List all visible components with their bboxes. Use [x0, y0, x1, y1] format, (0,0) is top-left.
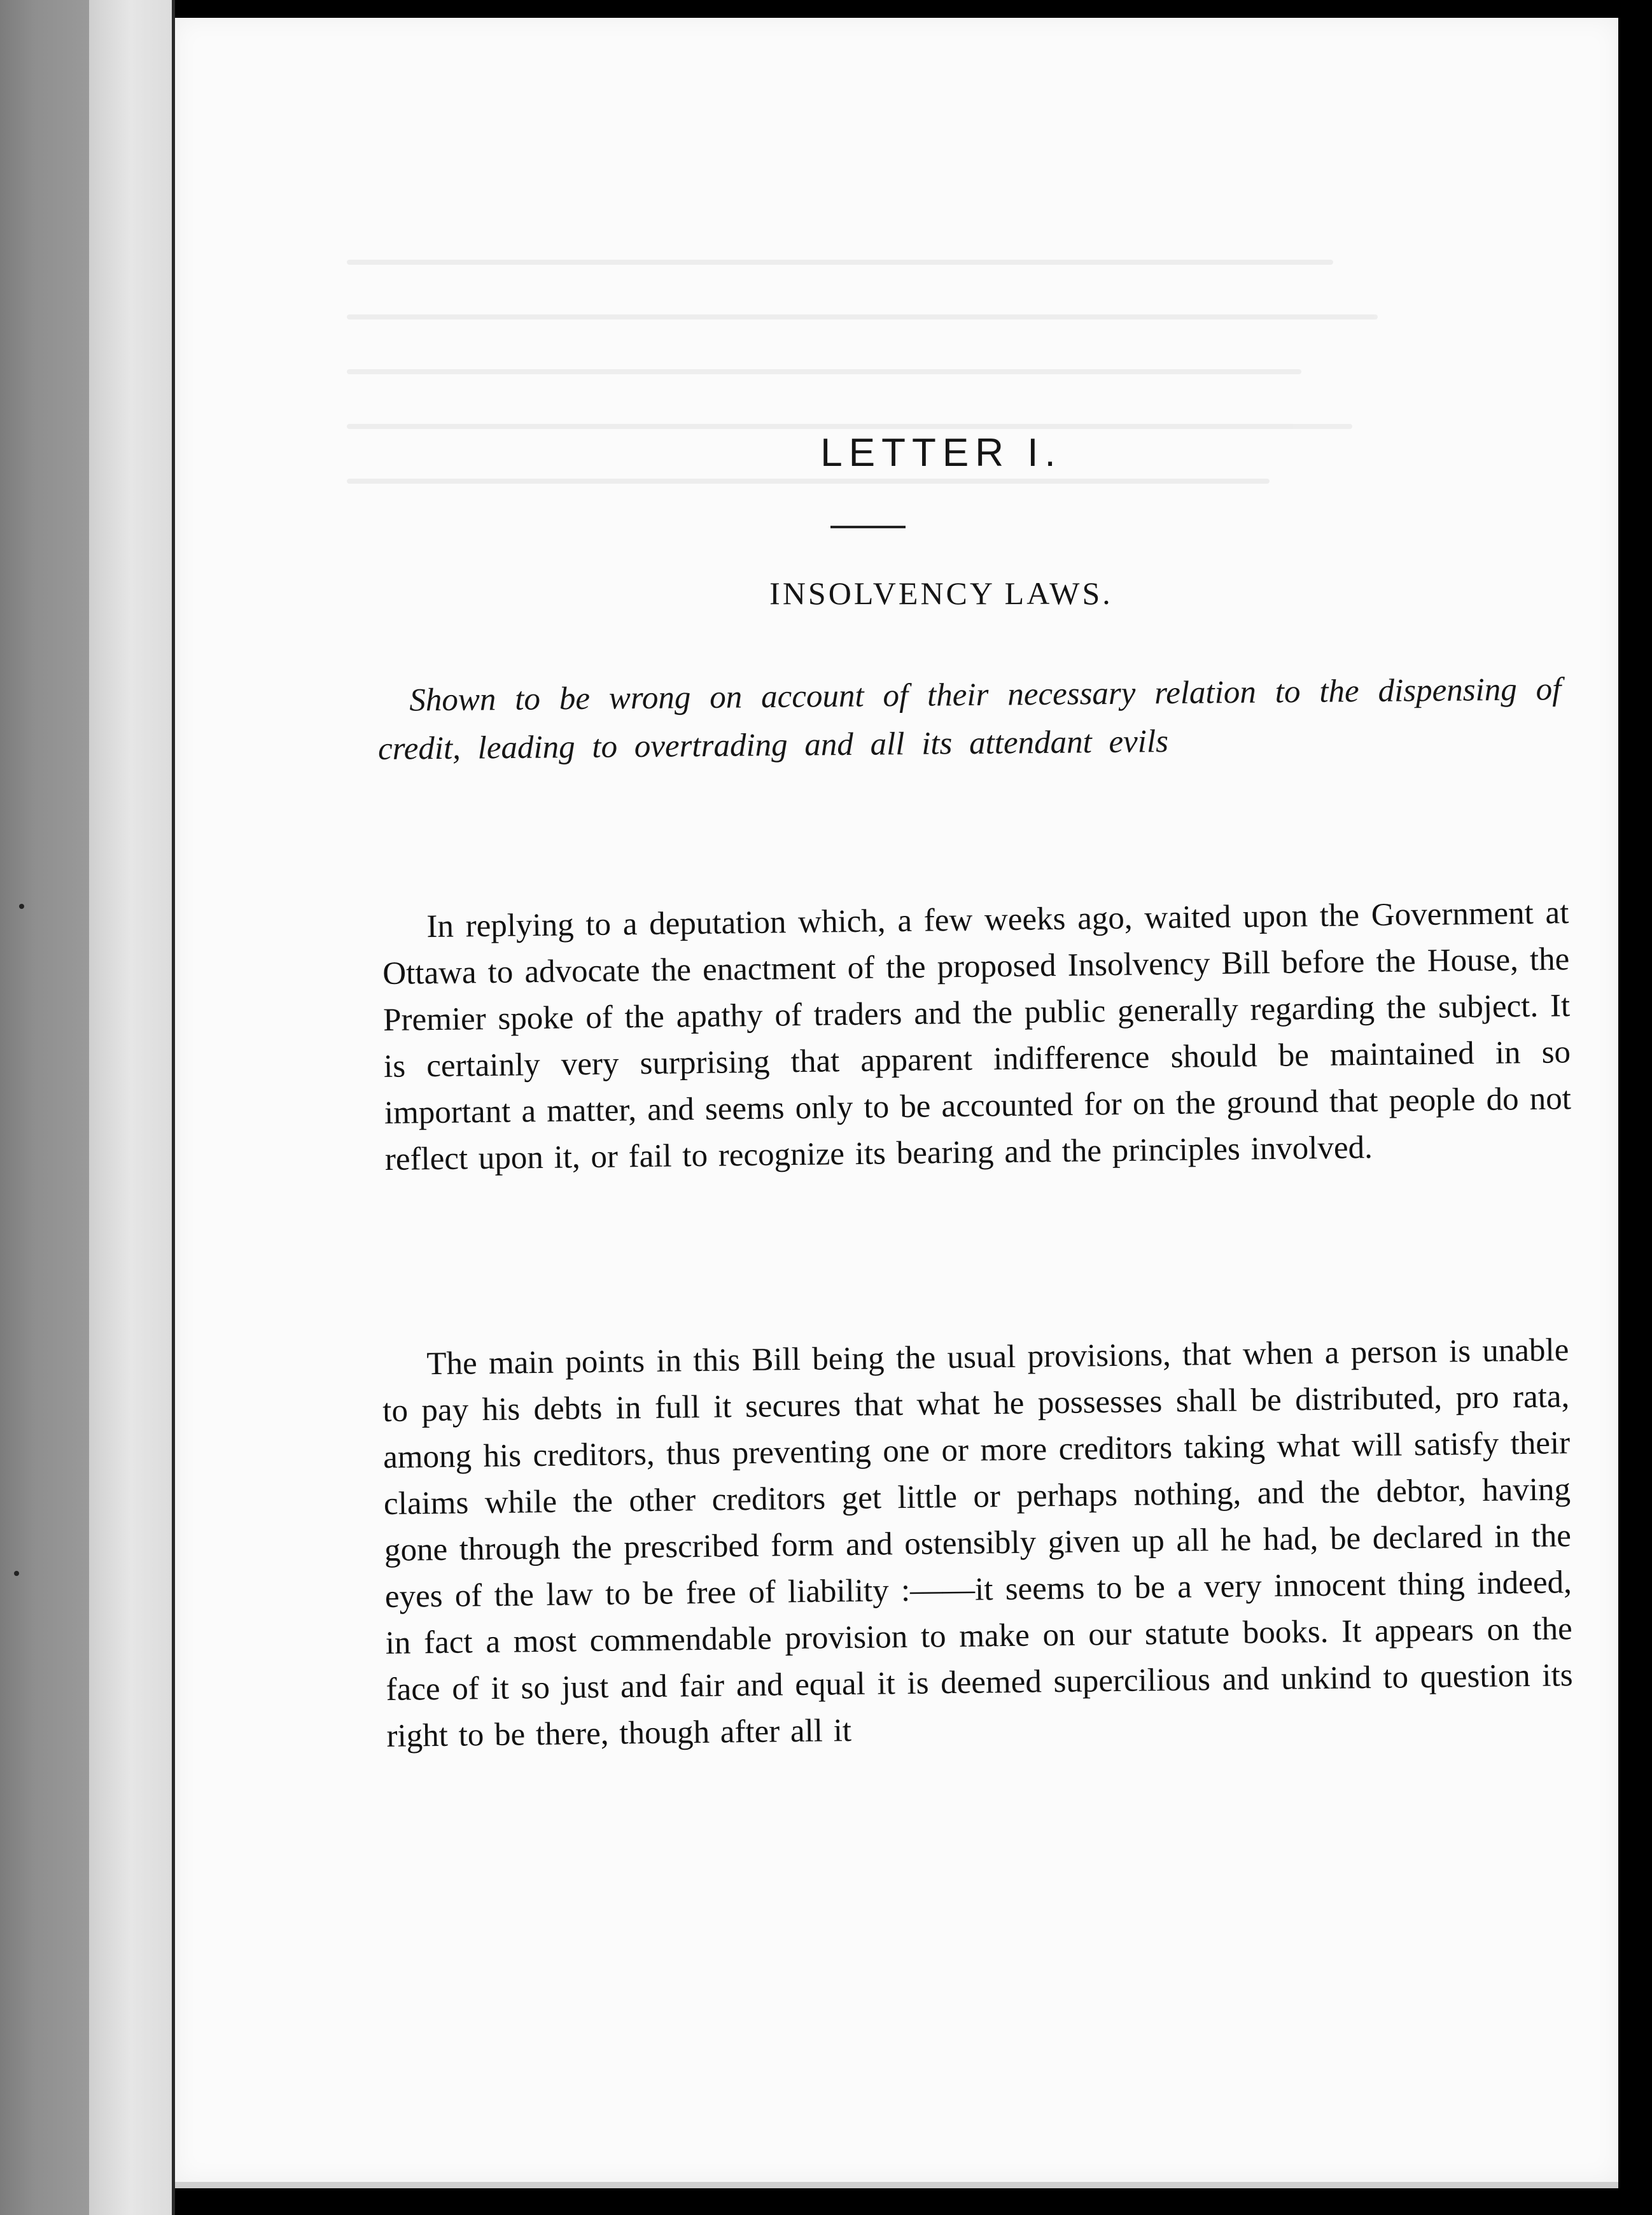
page-bottom-edge: [175, 2182, 1618, 2188]
heading-divider: [830, 526, 906, 528]
body-paragraph: The main points in this Bill being the usual provisions, that when a person is unable to pay his debts in full it secures that what he possesses shall be distributed, pro rata, among his creditors, thus preventing one or more creditors taking what will satisfy their claims while the other creditors get little or perhaps nothing, and the debtor, having gone through the prescribed form and ostensibly given up all he had, be declared in the eyes of the law to be free of liability :——it seems to be a very innocent thing indeed, in fact a most commendable provision to make on our statute books. It appears on the face of it so just and fair and equal it is deemed supercilious and unkind to question its right to be there, though after all it: [382, 1332, 1573, 1754]
book-spine: [89, 0, 175, 2215]
show-through-text: [347, 260, 1429, 540]
document-page: [175, 18, 1618, 2182]
facing-page-edge: [0, 0, 89, 2215]
body-paragraph: In replying to a deputation which, a few weeks ago, waited upon the Government at Ottawa to advocate the enactment of the proposed Insolvency Bill before the House, the Premier spoke of the apathy of traders and the public generally regarding the subject. It is certainly very surprising that apparent indifference should be maintained in so important a matter, and seems only to be accounted for on the ground that people do not reflect upon it, or fail to recognize its bearing and the principles involved.: [382, 895, 1572, 1178]
section-title: INSOLVENCY LAWS.: [769, 575, 1113, 611]
binding-mark: [14, 1571, 19, 1576]
binding-mark: [19, 904, 24, 909]
summary-text: Shown to be wrong on account of their necessary relation to the dispensing of credit, leading to overtrading and all its attendant evils: [377, 672, 1562, 767]
letter-heading: LETTER I.: [820, 431, 1062, 475]
